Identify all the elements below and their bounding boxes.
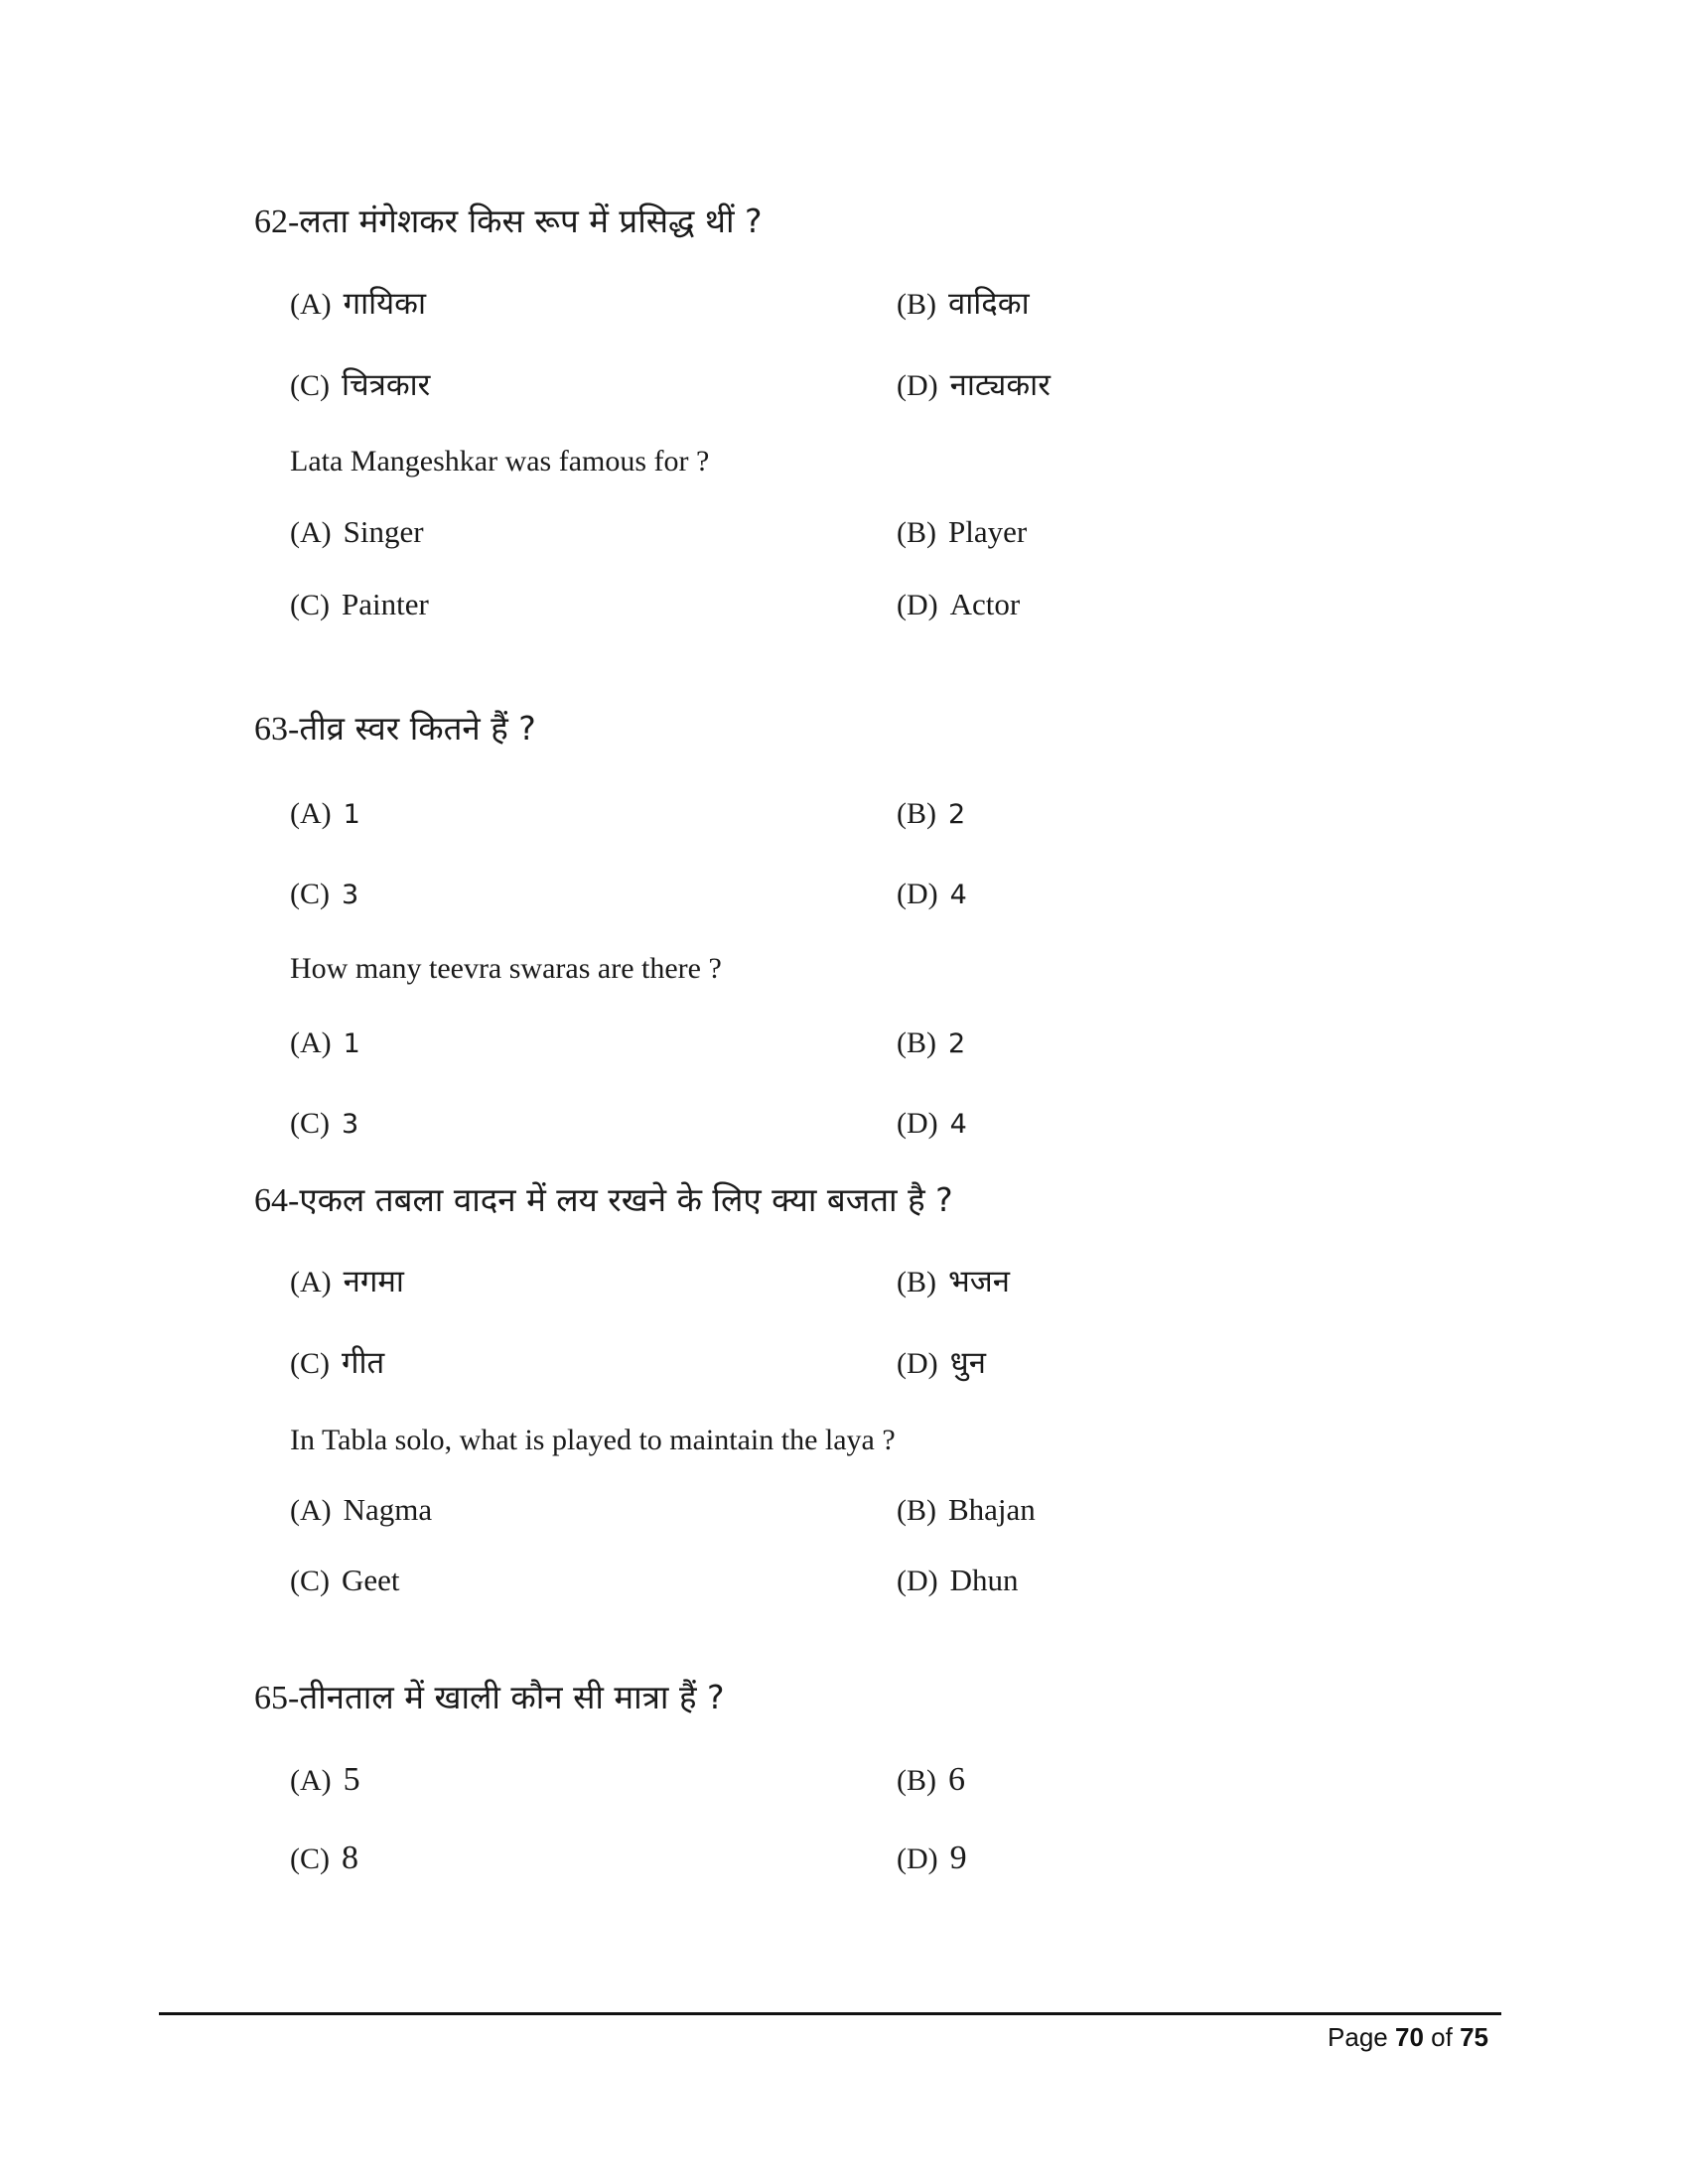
option-d-hindi: (D) नाट्यकार	[897, 367, 1051, 403]
question-text-hindi: लता मंगेशकर किस रूप में प्रसिद्ध थीं ?	[299, 202, 763, 240]
option-b-english: (B) 2	[897, 1026, 966, 1059]
option-a-hindi: (A) नगमा	[290, 1264, 404, 1299]
question-heading-hindi	[254, 202, 763, 240]
option-c-hindi: (C) चित्रकार	[290, 367, 431, 403]
question-heading-hindi	[254, 1678, 725, 1716]
option-b-hindi: (B) 2	[897, 797, 966, 830]
option-a-hindi: (A) 5	[290, 1761, 360, 1798]
option-d-hindi: (D) धुन	[897, 1345, 986, 1381]
option-d-english: (D) Actor	[897, 587, 1021, 621]
question-heading-hindi	[254, 709, 536, 748]
option-c-english: (C) Geet	[290, 1563, 400, 1597]
option-a-hindi: (A) 1	[290, 797, 360, 830]
page-number: Page 70 of 75	[1328, 2022, 1488, 2052]
question-text-english: In Tabla solo, what is played to maintain the laya ?	[290, 1424, 896, 1456]
option-b-hindi: (B) वादिका	[897, 286, 1030, 322]
option-b-english: (B) Player	[897, 514, 1028, 549]
option-b-hindi: (B) भजन	[897, 1264, 1010, 1299]
question-text-hindi: एकल तबला वादन में लय रखने के लिए क्या बजता है ?	[299, 1180, 953, 1219]
option-d-english: (D) 4	[897, 1107, 967, 1140]
footer-divider	[159, 2012, 1501, 2015]
question-number: 65-	[254, 1680, 300, 1716]
question-text-english: How many teevra swaras are there ?	[290, 952, 722, 985]
option-b-hindi: (B) 6	[897, 1761, 965, 1798]
question-text-hindi: तीनताल में खाली कौन सी मात्रा हैं ?	[299, 1678, 725, 1716]
option-a-english: (A) Nagma	[290, 1492, 433, 1527]
option-c-hindi: (C) गीत	[290, 1345, 385, 1381]
option-d-hindi: (D) 4	[897, 878, 967, 910]
option-a-english: (A) Singer	[290, 514, 424, 549]
question-number: 63-	[254, 711, 300, 748]
option-c-hindi: (C) 3	[290, 878, 359, 910]
question-number: 64-	[254, 1182, 300, 1219]
question-heading-hindi	[254, 1180, 953, 1219]
option-a-english: (A) 1	[290, 1026, 360, 1059]
option-c-english: (C) Painter	[290, 587, 429, 621]
option-c-english: (C) 3	[290, 1107, 359, 1140]
question-number: 62-	[254, 204, 300, 240]
option-b-english: (B) Bhajan	[897, 1492, 1036, 1527]
option-c-hindi: (C) 8	[290, 1840, 358, 1876]
question-text-hindi: तीव्र स्वर कितने हैं ?	[299, 709, 536, 748]
option-d-english: (D) Dhun	[897, 1563, 1019, 1597]
option-d-hindi: (D) 9	[897, 1840, 967, 1876]
option-a-hindi: (A) गायिका	[290, 286, 426, 322]
question-text-english: Lata Mangeshkar was famous for ?	[290, 445, 710, 478]
